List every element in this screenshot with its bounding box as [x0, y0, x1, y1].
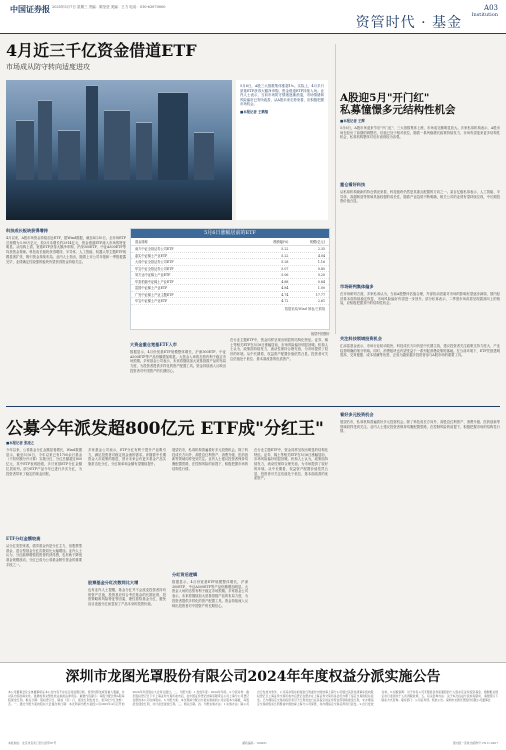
article2-headline: 公募今年派发超800亿元 ETF成"分红王": [6, 419, 324, 439]
lead-column-1: 4月以来，A股市场资金持续加仓ETF，据Wind数据，截至4月30日，全市场ETF总规模为3.99万亿元，较3月末增长约2914亿元，资金借道ETF流入市场的特征明显。从结构上看，宽基ETF获得大额净申购，沪深300ETF、中证A500ETF等均获资金青睐。科技成长板块获得增持，半导体、人工智能、机器人等主题ETF规模显著扩张，吸引资金持续布局。业内人士指出，随着上市公司年报和一季报披露完毕，业绩确定性较强的板块有望获得资金持续关注。: [6, 236, 126, 264]
article2-column-3: 多家基金公司表示，ETF分红有利于提升产品吸引力，满足投资者对稳定现金流的需求。伴随着中长期资金入市政策的推进，预计未来会有更多基金产品实施常态化分红，分红频率和金额有望继续提升。: [88, 448, 166, 467]
article2-column-5: 展望后市，私募机构普遍看好多元投资机会。除了科技成长方向外，高股息红利资产、消费升级、医药创新等领域同样受到关注。业内人士建议投资者保持均衡配置思路，在控制风险的前提下，积极把握市场的结构性行情。: [172, 448, 248, 471]
table-cell: 5.07: [281, 266, 289, 271]
footer-serial: 国内统一连续出版物号 CN11-0207: [452, 741, 498, 745]
page-number: A03: [484, 4, 498, 12]
right-subhead-2: 市场研判集体偏多: [340, 284, 374, 289]
right-column-4: 展望后市，私募机构普遍看好多元投资机会。除了科技成长方向外，高股息红利资产、消费升级、医药创新等领域同样受到关注。业内人士建议投资者保持均衡配置思路，在控制风险的前提下，积极把握市场的结构性行情。: [340, 420, 500, 434]
table-cell: 5.22: [281, 253, 289, 258]
masthead: [0, 0, 506, 34]
table-cell: 4.88: [281, 279, 289, 284]
right-subhead-3: 看好多元投资机会: [340, 412, 374, 417]
etf-table: [130, 228, 330, 330]
lead-intro: [236, 80, 328, 220]
lead-headline: 4月近三千亿资金借道ETF: [6, 41, 197, 60]
right-subhead-1: 重仓看好科技: [340, 182, 366, 187]
lead-column-4: 汇添富基金表示，市场行业轮动较快，科技成长方向仍是中长期主线，建议投资者关注政策支持力度大、产业趋势明确的细分领域。同时，消费板块也有望受益于一系列促消费政策的落地。在当前环境下，ETF凭借透明度高、交易便捷、成本低廉等优势，正成为越来越多投资者参与A股市场的重要工具。: [340, 344, 500, 358]
announcement-body: 本公司董事会及全体董事保证本公告内容不存在任何虚假记载、误导性陈述或者重大遗漏，并对其内容的真实性、准确性和完整性依法承担法律责任。重要内容提示：每股分配比例A股每股现金红利。相关日期：股权登记日、除权（息）日、现金红利发放日。差异化分红送转：否。一、通过分配方案的股东大会届次和日期：本次利润分配方案经公司2025年4月召开的2024年年度股东大会审议通过。二、分配方案：1.发放年度：2024年年度。2.分派对象：截至股权登记日下午上海证券交易所收市后，在中国证券登记结算有限责任公司上海分公司登记在册的本公司全体股东。3.分配方案：本次利润分配以方案实施前的公司总股本为基数，每股派发现金红利，共计派发现金红利。三、相关日期。四、分配实施办法：1.实施办法：除公司自行发放对象外，公司其余股东的现金红利委托中国结算上海分公司通过其资金清算系统向股权登记日上海证券交易所收市后登记在册并在上海证券交易所各会员办理了指定交易的股东派发。已办理指定交易的投资者可于红利发放日在其指定的证券营业部领取现金红利，未办理指定交易的股东红利暂由中国结算上海分公司保管，待办理指定交易后再进行派发。2.自行发放对象。3.扣税说明：对于持有公司无限售条件流通股的个人股东及证券投资基金，根据相关规定执行差别化个人所得税政策。五、有关咨询办法：关于本次权益分派如有疑问，请按照以下联系方式咨询。联系部门：公司证券部。特此公告。深圳市龙图光罩股份有限公司董事会: [8, 690, 498, 706]
footer-postcode: 邮政编码：100031: [242, 741, 267, 745]
right-headline: [340, 92, 498, 116]
column-divider: [335, 44, 336, 334]
article2-column-1: 今年以来，公募基金分红金额显著增长，Wind数据显示，截至5月6日，今年以来已有1700余只基金（不同份额分开计算）实施分红，分红总额超过800亿元，其中ETF表现抢眼，多只宽基ETF分红金额位居前列。部分ETF产品今年已进行多次分红，为投资者带来了稳定的现金回报。: [6, 448, 82, 476]
table-cell: 华宝中证稀土产业ETF: [135, 299, 168, 303]
table-cell: 大成中证全指证券公司ETF: [135, 260, 174, 264]
table-cell: 17.77: [315, 292, 325, 297]
lead-author: ■本报记者 王鹤翔: [240, 109, 269, 114]
table-cell: 1.00: [317, 286, 325, 290]
table-cell: 华宝中证全指证券公司ETF: [135, 266, 174, 271]
table-cell: 0.85: [317, 266, 325, 271]
lead-subhead-2: 大资金重仓宽基ETF入市: [130, 342, 177, 347]
article2-byline: ■本报记者 张凌之: [6, 441, 35, 445]
table-title: 5月6日涨幅居前的ETF: [131, 229, 329, 238]
issue-info: 2025年5月7日 星期三 责编：陈莹莹 美编：王力 电话：010-63070000: [52, 5, 166, 9]
table-cell: 0.84: [317, 279, 325, 284]
table-col-size: 规模(亿元): [309, 240, 325, 244]
announcement-title: 深圳市龙图光罩股份有限公司2024年年度权益分派实施公告: [65, 669, 441, 685]
section-title: 资管时代 · 基金: [355, 15, 462, 31]
right-column-3: 在市场研判方面，多家私募认为，当前A股整体估值合理，外部扰动因素对市场的影响有望逐步减弱，国内经济基本面持续稳定恢复，市场风险偏好有望进一步回升。部分私募表示，二季度市场或将呈现震荡向上的格局，应积极把握其中的结构性机会。: [340, 292, 500, 306]
footer-address: 本报地址：北京市宣武门西大街甲97号: [8, 741, 57, 745]
table-cell: 4.84: [281, 286, 289, 290]
table-cell: 嘉实中证稀土产业ETF: [135, 253, 168, 258]
article2-column-6: 数据显示，4月份宽基ETF规模整体增长，沪深300ETF、中证A500ETF等产品份额增加明显。大资金入场的态势有利于稳定市场预期。多家基金公司表示，未来将继续加大宽基指数产品的布局力度，为投资者提供多样化的资产配置工具。资金持续流入反映出投资者对中国资产的长期信心。: [172, 580, 248, 608]
table-cell: 2.35: [317, 247, 325, 251]
lead-column-3: 在行业主题ETF中，资金同样呈现出明显的结构化特征。证券、稀土等相关ETF在5月6日涨幅居前，市场风险偏好明显回暖。机构人士认为，政策面持续发力，流动性保持合理充裕，为市场提供了较好的环境。从中长期看，权益资产配置价值依然凸显，投资者可关注估值处于低位、基本面改善的优质资产。: [230, 338, 328, 361]
article2-subhead-2: 股票基金分红次数同比大增: [88, 580, 139, 585]
lead-subhead-3: 关注科技领域投资机会: [340, 336, 382, 341]
table-cell: 南方中证全指证券公司ETF: [135, 247, 174, 251]
section-divider: [6, 406, 500, 407]
lead-subhead-1: 科技成长板块获得增持: [6, 228, 48, 233]
lead-header: [6, 42, 328, 72]
right-headline-line-2: 私募憧憬多元结构性机会: [340, 104, 456, 116]
article2-column-7: 在行业主题ETF中，资金同样呈现出明显的结构化特征。证券、稀土等相关ETF在5月6日涨幅居前，市场风险偏好明显回暖。机构人士认为，政策面持续发力，流动性保持合理充裕，为市场提供了较好的环境。从中长期看，权益资产配置价值依然凸显，投资者可关注估值处于低位、基本面改善的优质资产。: [254, 448, 328, 481]
table-header-row: [131, 238, 329, 246]
table-cell: 4.04: [317, 253, 325, 258]
table-cell: 4.74: [281, 292, 289, 297]
page-section-en: Institution: [471, 12, 498, 18]
right-column-2: 从私募机构最新的持仓情况来看，科技板块仍然是其重点配置的方向之一。某百亿级私募表示，人工智能、半导体、高端制造等领域具备较强的成长性，随着产业趋势不断明确，相关公司的业绩有望持续兑现，中长期投资价值凸显。: [340, 190, 500, 204]
newspaper-logo: 中国证券报: [10, 4, 50, 14]
table-cell: 广发中证稀土产业主题ETF: [135, 292, 174, 297]
lead-subheadline: 市场成从防守转向适度进攻: [6, 63, 90, 71]
table-cell: 易方达中证稀土产业ETF: [135, 273, 171, 277]
table-cell: 0.20: [317, 273, 325, 277]
article2-subhead-3: 分红背后逻辑: [172, 572, 198, 577]
table-col-change: 涨跌幅(%): [273, 240, 289, 244]
skyline-photo: [6, 80, 232, 220]
right-column-1: 5月6日，A股市场迎来节后"开门红"，三大指数集体上涨，市场成交额明显放大。多家私募机构表示，A股市场在经历了前期的调整后，估值已处于相对低位，随着一系列稳增长政策持续发力，市场有望迎来更多结构性机会，私募机构整体对后市表现较为乐观。: [340, 126, 500, 140]
right-byline: ■本报记者 王辉: [340, 119, 365, 123]
page-marker: [466, 4, 498, 18]
article2-column-4: 也有业内人士提醒，基金分红并不会改变投资者持有的资产总值，投资者应综合考虑基金的长期业绩、投资策略和风险特征等因素，理性看待基金分红，避免盲目追逐分红而忽视了产品本身的投资价值。: [88, 588, 166, 607]
photo-credit: 视觉中国图片: [310, 332, 330, 336]
table-cell: 5.06: [281, 273, 289, 277]
article2-subhead-1: ETF分红金额较高: [6, 536, 41, 541]
table-col-name: 基金简称: [135, 240, 148, 244]
table-cell: 5.22: [281, 247, 289, 251]
table-cell: 4.72: [281, 299, 289, 303]
table-source: 数据来源/Wind 制表/王鹤翔: [284, 306, 325, 311]
page-footer: [8, 741, 498, 745]
table-cell: 5.28: [281, 260, 289, 264]
right-headline-line-1: A股迎5月"开门红": [340, 92, 430, 104]
table-cell: 2.61: [317, 299, 325, 303]
lead-intro-text: 5月6日，A股三大指数集体涨超1%。实际上，4月多只宽基ETF获得大额净申购，资金借道ETF持续入场。业内人士表示，当前市场防守情绪逐渐消退，市场情绪和风险偏好已有所改善，从A股未来走势来看，应积极把握市场机会。: [240, 84, 324, 107]
table-cell: 1.16: [317, 260, 325, 264]
article2-column-2: 从分红类型来看，债券基金仍是分红主力，但股票型基金、混合型基金分红次数同比大幅增加。业内人士认为，分红能够增强投资者的获得感，也有助于降低基金规模波动，分红已成为公募基金吸引资金的重要手段之一。: [6, 544, 82, 567]
table-cell: 华泰柏瑞中证稀土产业ETF: [135, 279, 174, 284]
lead-column-2: 数据显示，4月份宽基ETF规模整体增长，沪深300ETF、中证A500ETF等产品份额增加明显。大资金入场的态势有利于稳定市场预期。多家基金公司表示，未来将继续加大宽基指数产品的布局力度，为投资者提供多样化的资产配置工具。资金持续流入反映出投资者对中国资产的长期信心。: [130, 350, 226, 373]
table-cell: 富国中证稀土产业ETF: [135, 286, 168, 290]
